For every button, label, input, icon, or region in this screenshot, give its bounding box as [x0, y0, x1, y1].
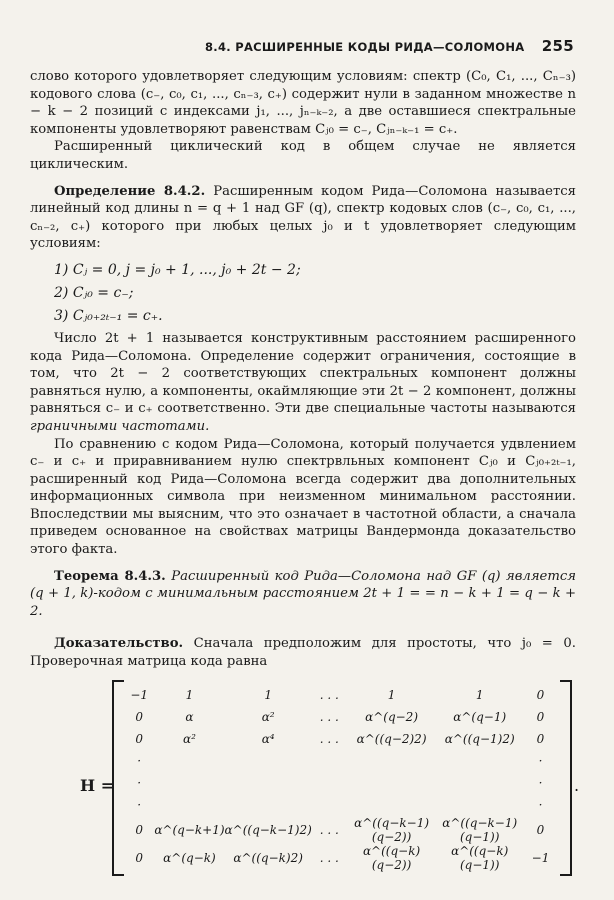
matrix-cell: α^((q−k−1)(q−2)) — [354, 816, 430, 844]
matrix-cell: · — [137, 798, 142, 812]
matrix-cell: . . . — [319, 732, 339, 746]
matrix-row — [124, 794, 558, 816]
matrix-row — [124, 772, 558, 794]
matrix-table — [124, 684, 558, 872]
matrix-cell: α — [185, 710, 194, 724]
matrix-left-bracket — [112, 680, 124, 876]
matrix-cell: 0 — [135, 710, 143, 724]
matrix-cell — [312, 794, 347, 816]
parity-check-matrix — [60, 680, 580, 880]
matrix-cell: α^((q−k)(q−2)) — [362, 844, 421, 872]
matrix-row — [124, 816, 558, 844]
paragraph-constructive-distance — [30, 330, 576, 436]
section-title: 8.4. РАСШИРЕННЫЕ КОДЫ РИДА—СОЛОМОНА — [205, 40, 525, 54]
condition-1: 1) Cⱼ = 0, j = j₀ + 1, ..., j₀ + 2t − 2; — [54, 261, 301, 278]
matrix-label: H = — [80, 776, 115, 795]
matrix-cell: 1 — [185, 688, 194, 702]
paragraph-comparison: По сравнению с кодом Рида—Соломона, который получается удвлением c₋ и c₊ и приравниванием нулю спектрвльных компонент Cⱼ₀ и Cⱼ₀₊₂ₜ₋₁, расширенный код Рида—Соломона всегда содержит два дополнительных информационных символа при неизменном минимальном расстоянии. Впоследствии мы выясним, что это означает в частотной области, а сначала приведем основанное на свойствах матрицы Вандермонда доказательство этого факта. — [30, 436, 576, 558]
matrix-cell — [347, 772, 437, 794]
matrix-cell — [154, 772, 224, 794]
matrix-cell — [436, 750, 523, 772]
matrix-cell — [225, 794, 312, 816]
definition-text: Расширенным кодом Рида—Соломона называется линейный код длины n = q + 1 над GF (q), спектр кодовых слов (c₋, c₀, c₁, ..., cₙ₋₂, c₊) которого при любых целых j₀ и t удовлетворяет следующим условиям: — [30, 183, 576, 252]
proof-paragraph — [30, 635, 576, 670]
paragraph-continuation: слово которого удовлетворяет следующим условиям: спектр (C₀, C₁, ..., Cₙ₋₃) кодового слова (c₋, c₀, c₁, ..., cₙ₋₃, c₊) содержит нули в заданном множестве n − k − 2 позиций с индексами j₁, ..., jₙ₋ₖ₋₂, а две оставшиеся спектральные компоненты удовлетворяют равенствам Cⱼ₀ = c₋, Cⱼₙ₋ₖ₋₁ = c₊. — [30, 69, 576, 137]
matrix-cell: α⁴ — [261, 732, 275, 746]
page-number: 255 — [541, 37, 574, 55]
matrix-cell: · — [137, 754, 142, 768]
matrix-cell: . . . — [319, 710, 339, 724]
definition-conditions — [54, 259, 576, 328]
matrix-cell: · — [538, 776, 543, 790]
matrix-cell — [312, 772, 347, 794]
paragraph-cyclic-note: Расширенный циклический код в общем случае не является циклическим. — [30, 139, 576, 172]
matrix-row — [124, 706, 558, 728]
matrix-cell: α^((q−1)2) — [444, 732, 515, 746]
matrix-cell: 1 — [387, 688, 396, 702]
matrix-cell: . . . — [319, 823, 339, 837]
running-header — [205, 37, 574, 55]
matrix-cell: α² — [182, 732, 196, 746]
matrix-cell: α^(q−2) — [365, 710, 419, 724]
matrix-cell: α^((q−k)2) — [233, 851, 303, 865]
matrix-cell: −1 — [130, 688, 149, 702]
boundary-frequencies-term: граничными частотами. — [30, 418, 210, 434]
matrix-cell — [436, 794, 523, 816]
matrix-cell: 0 — [536, 710, 545, 724]
definition-label: Определение 8.4.2. — [54, 183, 206, 199]
matrix-cell — [154, 750, 224, 772]
matrix-cell — [225, 772, 312, 794]
matrix-right-bracket — [560, 680, 572, 876]
matrix-cell: α^(q−k+1) — [154, 823, 225, 837]
condition-2: 2) Cⱼ₀ = c₋; — [54, 284, 134, 301]
matrix-cell: · — [538, 798, 543, 812]
matrix-cell: 0 — [536, 688, 545, 702]
matrix-cell: · — [137, 776, 142, 790]
matrix-cell: α^((q−k−1)(q−1)) — [442, 816, 518, 844]
theorem-paragraph — [30, 568, 576, 621]
matrix-cell — [436, 772, 523, 794]
matrix-cell: 0 — [536, 823, 545, 837]
matrix-end-period: . — [574, 776, 580, 795]
matrix-cell — [347, 794, 437, 816]
matrix-row — [124, 684, 558, 706]
matrix-cell: 0 — [135, 732, 143, 746]
matrix-cell: . . . — [319, 688, 339, 702]
matrix-cell: α^((q−k)(q−1)) — [451, 844, 509, 872]
theorem-label: Теорема 8.4.3. — [54, 568, 166, 584]
matrix-cell: 1 — [475, 688, 484, 702]
matrix-cell: α^((q−k−1)2) — [224, 823, 312, 837]
theorem-text: Расширенный код Рида—Соломона над GF (q) является (q + 1, k)-кодом с минимальным расстоянием 2t + 1 = = n − k + 1 = q − k + 2. — [30, 568, 576, 619]
matrix-cell: 1 — [264, 688, 272, 702]
matrix-cell: · — [538, 754, 543, 768]
matrix-cell — [312, 750, 347, 772]
matrix-cell — [225, 750, 312, 772]
matrix-cell: 0 — [135, 851, 143, 865]
matrix-cell: α^((q−2)2) — [356, 732, 427, 746]
proof-text: Сначала предположим для простоты, что j₀ = 0. Проверочная матрица кода равна — [30, 636, 576, 670]
matrix-cell: 0 — [135, 823, 143, 837]
definition-paragraph — [30, 183, 576, 253]
matrix-cell: . . . — [319, 851, 339, 865]
paragraph-constructive-text: Число 2t + 1 называется конструктивным расстоянием расширенного кода Рида—Соломона. Определение содержит ограничения, состоящие в том, что 2t − 2 соответствующих спектральных компонент должны равняться нулю, а компоненты, окаймляющие эти 2t − 2 компонент, должны равняться c₋ и c₊ соответственно. Эти две специальные частоты называются — [30, 330, 576, 417]
matrix-cell: 0 — [536, 732, 545, 746]
matrix-cell — [154, 794, 224, 816]
matrix-cell: α² — [261, 710, 275, 724]
matrix-cell: −1 — [531, 851, 550, 865]
condition-3: 3) Cⱼ₀₊₂ₜ₋₁ = c₊. — [54, 307, 163, 324]
page-body — [30, 68, 576, 671]
matrix-cell: α^(q−1) — [453, 710, 507, 724]
matrix-cell — [347, 750, 437, 772]
matrix-row — [124, 844, 558, 872]
matrix-row — [124, 728, 558, 750]
proof-label: Доказательство. — [54, 636, 184, 652]
matrix-cell: α^(q−k) — [163, 851, 216, 865]
matrix-row — [124, 750, 558, 772]
